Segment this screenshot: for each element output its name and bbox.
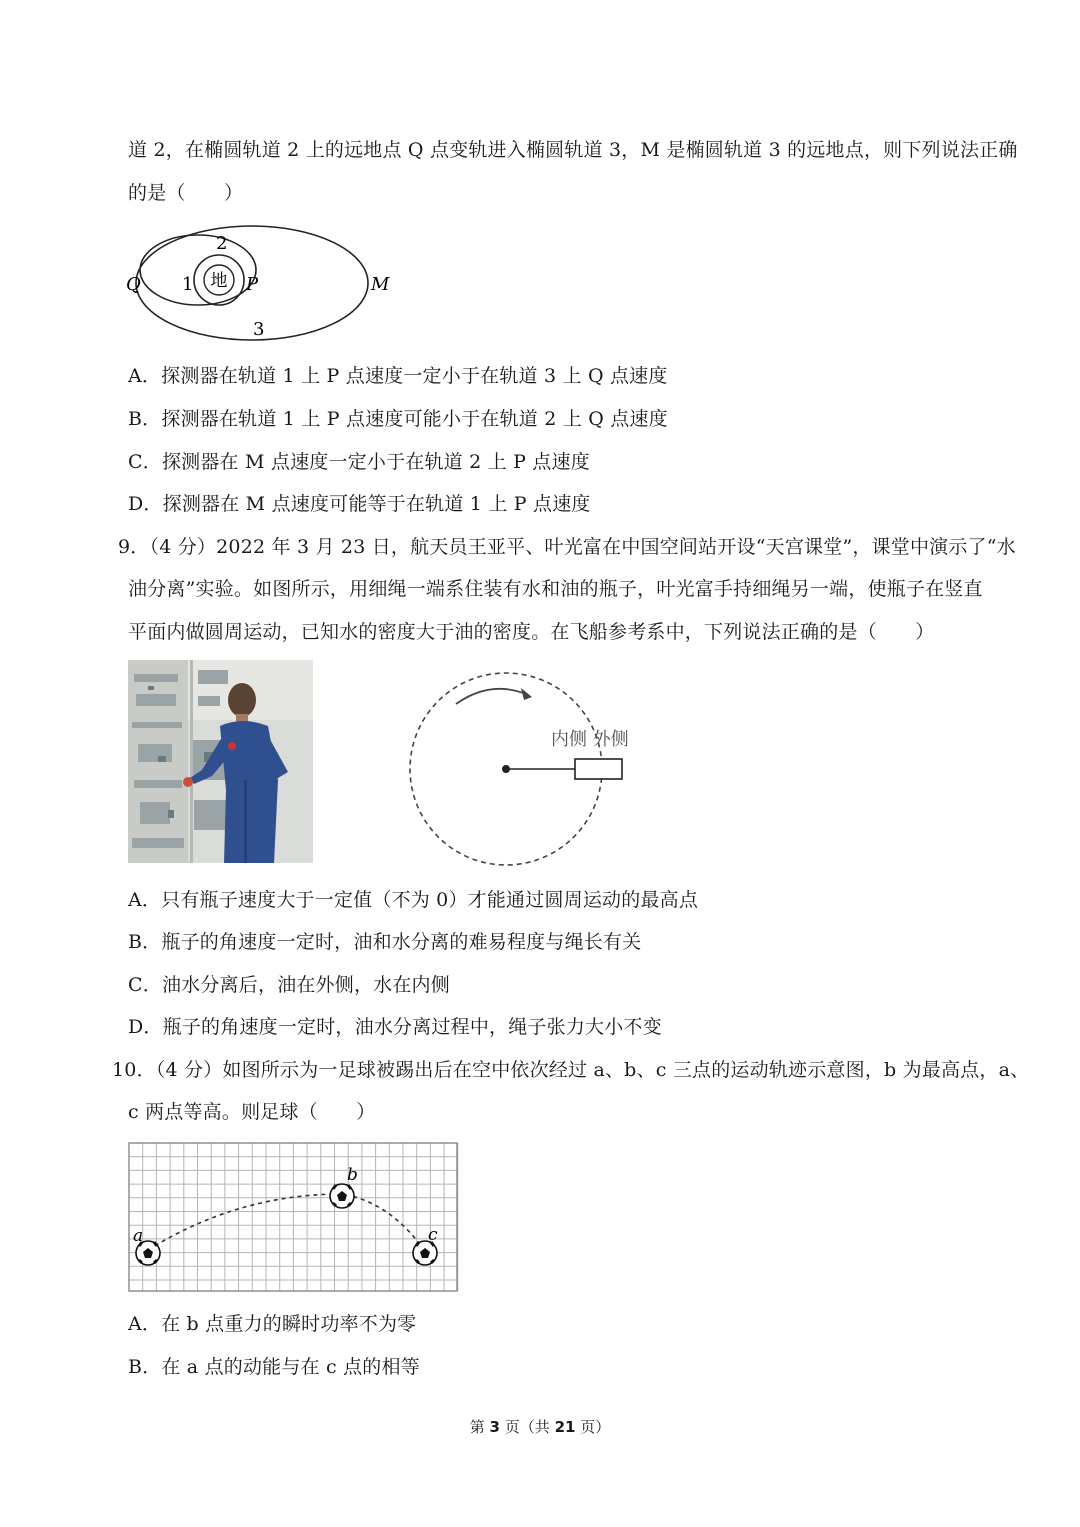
point-q-label: Q [126, 274, 141, 295]
orbit-1-label: 1 [182, 274, 194, 295]
q10-option-b: B．在 a 点的动能与在 c 点的相等 [128, 1356, 420, 1378]
grid-lines [129, 1143, 458, 1291]
space-station-photo [128, 660, 313, 863]
q9-option-c: C．油水分离后，油在外侧，水在内侧 [128, 974, 450, 996]
rotation-arrow [456, 689, 526, 704]
page-footer [0, 1416, 1080, 1437]
q9-option-b: B．瓶子的角速度一定时，油和水分离的难易程度与绳长有关 [128, 931, 642, 953]
footer-total-pages: 21 [554, 1418, 576, 1436]
footer-middle: 页（共 [504, 1418, 550, 1436]
orbit-diagram [120, 222, 400, 344]
q9-stem-line-2: 油分离”实验。如图所示，用细绳一端系住装有水和油的瓶子，叶光富手持细绳另一端，使瓶子在竖直 [128, 578, 983, 600]
arrowhead-icon [521, 688, 532, 700]
q9-option-a: A．只有瓶子速度大于一定值（不为 0）才能通过圆周运动的最高点 [128, 889, 699, 911]
q8-stem-line-2: 的是（ ） [128, 182, 244, 204]
orbit-2-label: 2 [216, 233, 228, 254]
q10-stem-line-1: 10．（4 分）如图所示为一足球被踢出后在空中依次经过 a、b、c 三点的运动轨迹示意图，b 为最高点，a、 [112, 1059, 1030, 1081]
footer-prefix: 第 [469, 1418, 485, 1436]
earth-label: 地 [210, 271, 228, 291]
q8-stem-line-1: 道 2，在椭圆轨道 2 上的远地点 Q 点变轨进入椭圆轨道 3，M 是椭圆轨道 3 的远地点，则下列说法正确 [128, 139, 1018, 161]
inner-outer-label: 内侧 外侧 [551, 729, 629, 750]
ball-b-icon [330, 1184, 354, 1208]
q8-option-a: A．探测器在轨道 1 上 P 点速度一定小于在轨道 3 上 Q 点速度 [128, 365, 668, 387]
circular-motion-diagram [400, 668, 650, 868]
q9-stem-line-1: 9．（4 分）2022 年 3 月 23 日，航天员王亚平、叶光富在中国空间站开设“天宫课堂”，课堂中演示了“水 [118, 536, 1016, 558]
point-m-label: M [371, 274, 390, 295]
orbit-3-label: 3 [253, 319, 265, 340]
label-c: c [428, 1225, 438, 1245]
bottle-rect [575, 759, 622, 779]
soccer-trajectory-diagram [128, 1142, 460, 1294]
q10-stem-line-2: c 两点等高。则足球（ ） [128, 1101, 376, 1123]
q9-option-d: D．瓶子的角速度一定时，油水分离过程中，绳子张力大小不变 [128, 1016, 662, 1038]
label-b: b [347, 1165, 358, 1185]
q8-option-c: C．探测器在 M 点速度一定小于在轨道 2 上 P 点速度 [128, 451, 590, 473]
trajectory-curve [148, 1194, 424, 1250]
point-p-label: P [246, 274, 259, 295]
label-a: a [133, 1226, 144, 1246]
q8-option-d: D．探测器在 M 点速度可能等于在轨道 1 上 P 点速度 [128, 493, 591, 515]
q9-stem-line-3: 平面内做圆周运动，已知水的密度大于油的密度。在飞船参考系中，下列说法正确的是（ ） [128, 621, 935, 643]
footer-page-number: 3 [489, 1418, 500, 1436]
q8-option-b: B．探测器在轨道 1 上 P 点速度可能小于在轨道 2 上 Q 点速度 [128, 408, 668, 430]
q10-option-a: A．在 b 点重力的瞬时功率不为零 [128, 1313, 417, 1335]
footer-suffix: 页） [580, 1418, 611, 1436]
